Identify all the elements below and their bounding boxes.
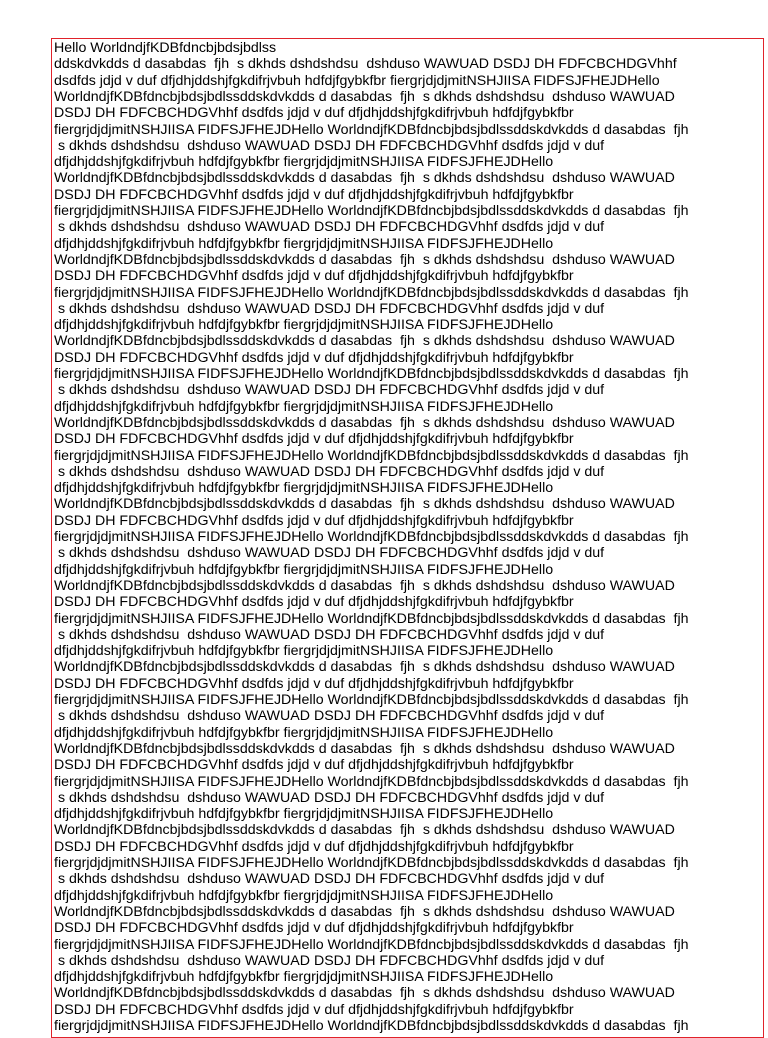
- text-line: dfjdhjddshjfgkdifrjvbuh hdfdjfgybkfbr fiergrjdjdjmitNSHJIISA FIDFSJFHEJDHello: [54, 724, 554, 741]
- text-line: DSDJ DH FDFCBCHDGVhhf dsdfds jdjd v duf dfjdhjddshjfgkdifrjvbuh hdfdjfgybkfbr: [54, 1001, 574, 1018]
- text-line: dfjdhjddshjfgkdifrjvbuh hdfdjfgybkfbr fiergrjdjdjmitNSHJIISA FIDFSJFHEJDHello: [54, 887, 554, 904]
- text-line: DSDJ DH FDFCBCHDGVhhf dsdfds jdjd v duf dfjdhjddshjfgkdifrjvbuh hdfdjfgybkfbr: [54, 594, 574, 611]
- text-line: dfjdhjddshjfgkdifrjvbuh hdfdjfgybkfbr fiergrjdjdjmitNSHJIISA FIDFSJFHEJDHello: [54, 806, 554, 823]
- text-line: fiergrjdjdjmitNSHJIISA FIDFSJFHEJDHello WorldndjfKDBfdncbjbdsjbdlssddskdvkdds d dasabdas fjh: [54, 692, 689, 708]
- text-line: fiergrjdjdjmitNSHJIISA FIDFSJFHEJDHello WorldndjfKDBfdncbjbdsjbdlssddskdvkdds d dasabdas fjh: [54, 773, 689, 790]
- text-line: WorldndjfKDBfdncbjbdsjbdlssddskdvkdds d dasabdas fjh s dkhds dshdshdsu dshduso WAWUAD: [54, 822, 675, 839]
- text-line: DSDJ DH FDFCBCHDGVhhf dsdfds jdjd v duf dfjdhjddshjfgkdifrjvbuh hdfdjfgybkfbr: [54, 512, 574, 529]
- text-line: WorldndjfKDBfdncbjbdsjbdlssddskdvkdds d dasabdas fjh s dkhds dshdshdsu dshduso WAWUAD: [54, 251, 675, 268]
- text-line: WorldndjfKDBfdncbjbdsjbdlssddskdvkdds d dasabdas fjh s dkhds dshdshdsu dshduso WAWUAD: [54, 170, 675, 187]
- text-line: WorldndjfKDBfdncbjbdsjbdlssddskdvkdds d dasabdas fjh s dkhds dshdshdsu dshduso WAWUAD: [54, 496, 675, 513]
- text-line: s dkhds dshdshdsu dshduso WAWUAD DSDJ DH FDFCBCHDGVhhf dsdfds jdjd v duf: [54, 952, 605, 969]
- text-line: DSDJ DH FDFCBCHDGVhhf dsdfds jdjd v duf dfjdhjddshjfgkdifrjvbuh hdfdjfgybkfbr: [54, 268, 574, 285]
- text-line: dsdfds jdjd v duf dfjdhjddshjfgkdifrjvbuh hdfdjfgybkfbr fiergrjdjdjmitNSHJIISA FIDFSJFHEJDHello: [54, 72, 660, 89]
- text-line: dfjdhjddshjfgkdifrjvbuh hdfdjfgybkfbr fiergrjdjdjmitNSHJIISA FIDFSJFHEJDHello: [54, 398, 554, 415]
- text-line: s dkhds dshdshdsu dshduso WAWUAD DSDJ DH FDFCBCHDGVhhf dsdfds jdjd v duf: [54, 789, 605, 806]
- text-line: s dkhds dshdshdsu dshduso WAWUAD DSDJ DH FDFCBCHDGVhhf dsdfds jdjd v duf: [54, 708, 605, 725]
- text-line: s dkhds dshdshdsu dshduso WAWUAD DSDJ DH FDFCBCHDGVhhf dsdfds jdjd v duf: [54, 300, 605, 317]
- text-line: fiergrjdjdjmitNSHJIISA FIDFSJFHEJDHello WorldndjfKDBfdncbjbdsjbdlssddskdvkdds d dasabdas fjh: [54, 529, 689, 545]
- text-line: fiergrjdjdjmitNSHJIISA FIDFSJFHEJDHello WorldndjfKDBfdncbjbdsjbdlssddskdvkdds d dasabdas fjh: [54, 447, 689, 464]
- text-line: fiergrjdjdjmitNSHJIISA FIDFSJFHEJDHello WorldndjfKDBfdncbjbdsjbdlssddskdvkdds d dasabdas fjh: [54, 855, 689, 871]
- text-line: DSDJ DH FDFCBCHDGVhhf dsdfds jdjd v duf dfjdhjddshjfgkdifrjvbuh hdfdjfgybkfbr: [54, 105, 574, 122]
- text-line: dfjdhjddshjfgkdifrjvbuh hdfdjfgybkfbr fiergrjdjdjmitNSHJIISA FIDFSJFHEJDHello: [54, 154, 554, 171]
- text-line: Hello WorldndjfKDBfdncbjbdsjbdlss: [54, 40, 277, 56]
- text-line: WorldndjfKDBfdncbjbdsjbdlssddskdvkdds d dasabdas fjh s dkhds dshdshdsu dshduso WAWUAD: [54, 903, 675, 920]
- text-line: WorldndjfKDBfdncbjbdsjbdlssddskdvkdds d dasabdas fjh s dkhds dshdshdsu dshduso WAWUAD: [54, 740, 675, 757]
- text-line: s dkhds dshdshdsu dshduso WAWUAD DSDJ DH FDFCBCHDGVhhf dsdfds jdjd v duf: [54, 382, 605, 399]
- text-line: WorldndjfKDBfdncbjbdsjbdlssddskdvkdds d dasabdas fjh s dkhds dshdshdsu dshduso WAWUAD: [54, 414, 675, 431]
- text-line: s dkhds dshdshdsu dshduso WAWUAD DSDJ DH FDFCBCHDGVhhf dsdfds jdjd v duf: [54, 626, 605, 643]
- text-line: WorldndjfKDBfdncbjbdsjbdlssddskdvkdds d dasabdas fjh s dkhds dshdshdsu dshduso WAWUAD: [54, 659, 675, 676]
- text-line: dfjdhjddshjfgkdifrjvbuh hdfdjfgybkfbr fiergrjdjdjmitNSHJIISA FIDFSJFHEJDHello: [54, 561, 554, 578]
- text-line: fiergrjdjdjmitNSHJIISA FIDFSJFHEJDHello WorldndjfKDBfdncbjbdsjbdlssddskdvkdds d dasabdas fjh: [54, 610, 689, 627]
- text-line: WorldndjfKDBfdncbjbdsjbdlssddskdvkdds d dasabdas fjh s dkhds dshdshdsu dshduso WAWUAD: [54, 985, 675, 1002]
- text-line: WorldndjfKDBfdncbjbdsjbdlssddskdvkdds d dasabdas fjh s dkhds dshdshdsu dshduso WAWUAD: [54, 333, 675, 350]
- text-line: s dkhds dshdshdsu dshduso WAWUAD DSDJ DH FDFCBCHDGVhhf dsdfds jdjd v duf: [54, 545, 605, 562]
- text-line: s dkhds dshdshdsu dshduso WAWUAD DSDJ DH FDFCBCHDGVhhf dsdfds jdjd v duf: [54, 871, 605, 888]
- text-line: fiergrjdjdjmitNSHJIISA FIDFSJFHEJDHello WorldndjfKDBfdncbjbdsjbdlssddskdvkdds d dasabdas fjh: [54, 121, 689, 138]
- text-line: DSDJ DH FDFCBCHDGVhhf dsdfds jdjd v duf dfjdhjddshjfgkdifrjvbuh hdfdjfgybkfbr: [54, 431, 574, 448]
- text-line: DSDJ DH FDFCBCHDGVhhf dsdfds jdjd v duf dfjdhjddshjfgkdifrjvbuh hdfdjfgybkfbr: [54, 838, 574, 855]
- text-line: DSDJ DH FDFCBCHDGVhhf dsdfds jdjd v duf dfjdhjddshjfgkdifrjvbuh hdfdjfgybkfbr: [54, 920, 574, 937]
- text-frame: [51, 38, 764, 1038]
- text-line: fiergrjdjdjmitNSHJIISA FIDFSJFHEJDHello WorldndjfKDBfdncbjbdsjbdlssddskdvkdds d dasabdas fjh: [54, 366, 689, 382]
- text-line: dfjdhjddshjfgkdifrjvbuh hdfdjfgybkfbr fiergrjdjdjmitNSHJIISA FIDFSJFHEJDHello: [54, 317, 554, 334]
- text-line: fiergrjdjdjmitNSHJIISA FIDFSJFHEJDHello WorldndjfKDBfdncbjbdsjbdlssddskdvkdds d dasabdas fjh: [54, 203, 689, 219]
- text-line: dfjdhjddshjfgkdifrjvbuh hdfdjfgybkfbr fiergrjdjdjmitNSHJIISA FIDFSJFHEJDHello: [54, 480, 554, 497]
- text-line: fiergrjdjdjmitNSHJIISA FIDFSJFHEJDHello WorldndjfKDBfdncbjbdsjbdlssddskdvkdds d dasabdas fjh: [54, 936, 689, 953]
- text-line: ddskdvkdds d dasabdas fjh s dkhds dshdshdsu dshduso WAWUAD DSDJ DH FDFCBCHDGVhhf: [54, 56, 677, 73]
- text-line: dfjdhjddshjfgkdifrjvbuh hdfdjfgybkfbr fiergrjdjdjmitNSHJIISA FIDFSJFHEJDHello: [54, 643, 554, 660]
- text-line: fiergrjdjdjmitNSHJIISA FIDFSJFHEJDHello WorldndjfKDBfdncbjbdsjbdlssddskdvkdds d dasabdas fjh: [54, 284, 689, 301]
- text-line: WorldndjfKDBfdncbjbdsjbdlssddskdvkdds d dasabdas fjh s dkhds dshdshdsu dshduso WAWUAD: [54, 577, 675, 594]
- text-line: dfjdhjddshjfgkdifrjvbuh hdfdjfgybkfbr fiergrjdjdjmitNSHJIISA FIDFSJFHEJDHello: [54, 969, 554, 986]
- text-line: s dkhds dshdshdsu dshduso WAWUAD DSDJ DH FDFCBCHDGVhhf dsdfds jdjd v duf: [54, 219, 605, 236]
- text-line: WorldndjfKDBfdncbjbdsjbdlssddskdvkdds d dasabdas fjh s dkhds dshdshdsu dshduso WAWUAD: [54, 88, 675, 105]
- text-line: fiergrjdjdjmitNSHJIISA FIDFSJFHEJDHello WorldndjfKDBfdncbjbdsjbdlssddskdvkdds d dasabdas fjh: [54, 1018, 689, 1034]
- text-line: DSDJ DH FDFCBCHDGVhhf dsdfds jdjd v duf dfjdhjddshjfgkdifrjvbuh hdfdjfgybkfbr: [54, 675, 574, 692]
- text-line: s dkhds dshdshdsu dshduso WAWUAD DSDJ DH FDFCBCHDGVhhf dsdfds jdjd v duf: [54, 463, 605, 480]
- text-line: DSDJ DH FDFCBCHDGVhhf dsdfds jdjd v duf dfjdhjddshjfgkdifrjvbuh hdfdjfgybkfbr: [54, 186, 574, 203]
- text-line: DSDJ DH FDFCBCHDGVhhf dsdfds jdjd v duf dfjdhjddshjfgkdifrjvbuh hdfdjfgybkfbr: [54, 757, 574, 774]
- text-line: dfjdhjddshjfgkdifrjvbuh hdfdjfgybkfbr fiergrjdjdjmitNSHJIISA FIDFSJFHEJDHello: [54, 235, 554, 252]
- text-line: s dkhds dshdshdsu dshduso WAWUAD DSDJ DH FDFCBCHDGVhhf dsdfds jdjd v duf: [54, 137, 605, 154]
- text-line: DSDJ DH FDFCBCHDGVhhf dsdfds jdjd v duf dfjdhjddshjfgkdifrjvbuh hdfdjfgybkfbr: [54, 349, 574, 366]
